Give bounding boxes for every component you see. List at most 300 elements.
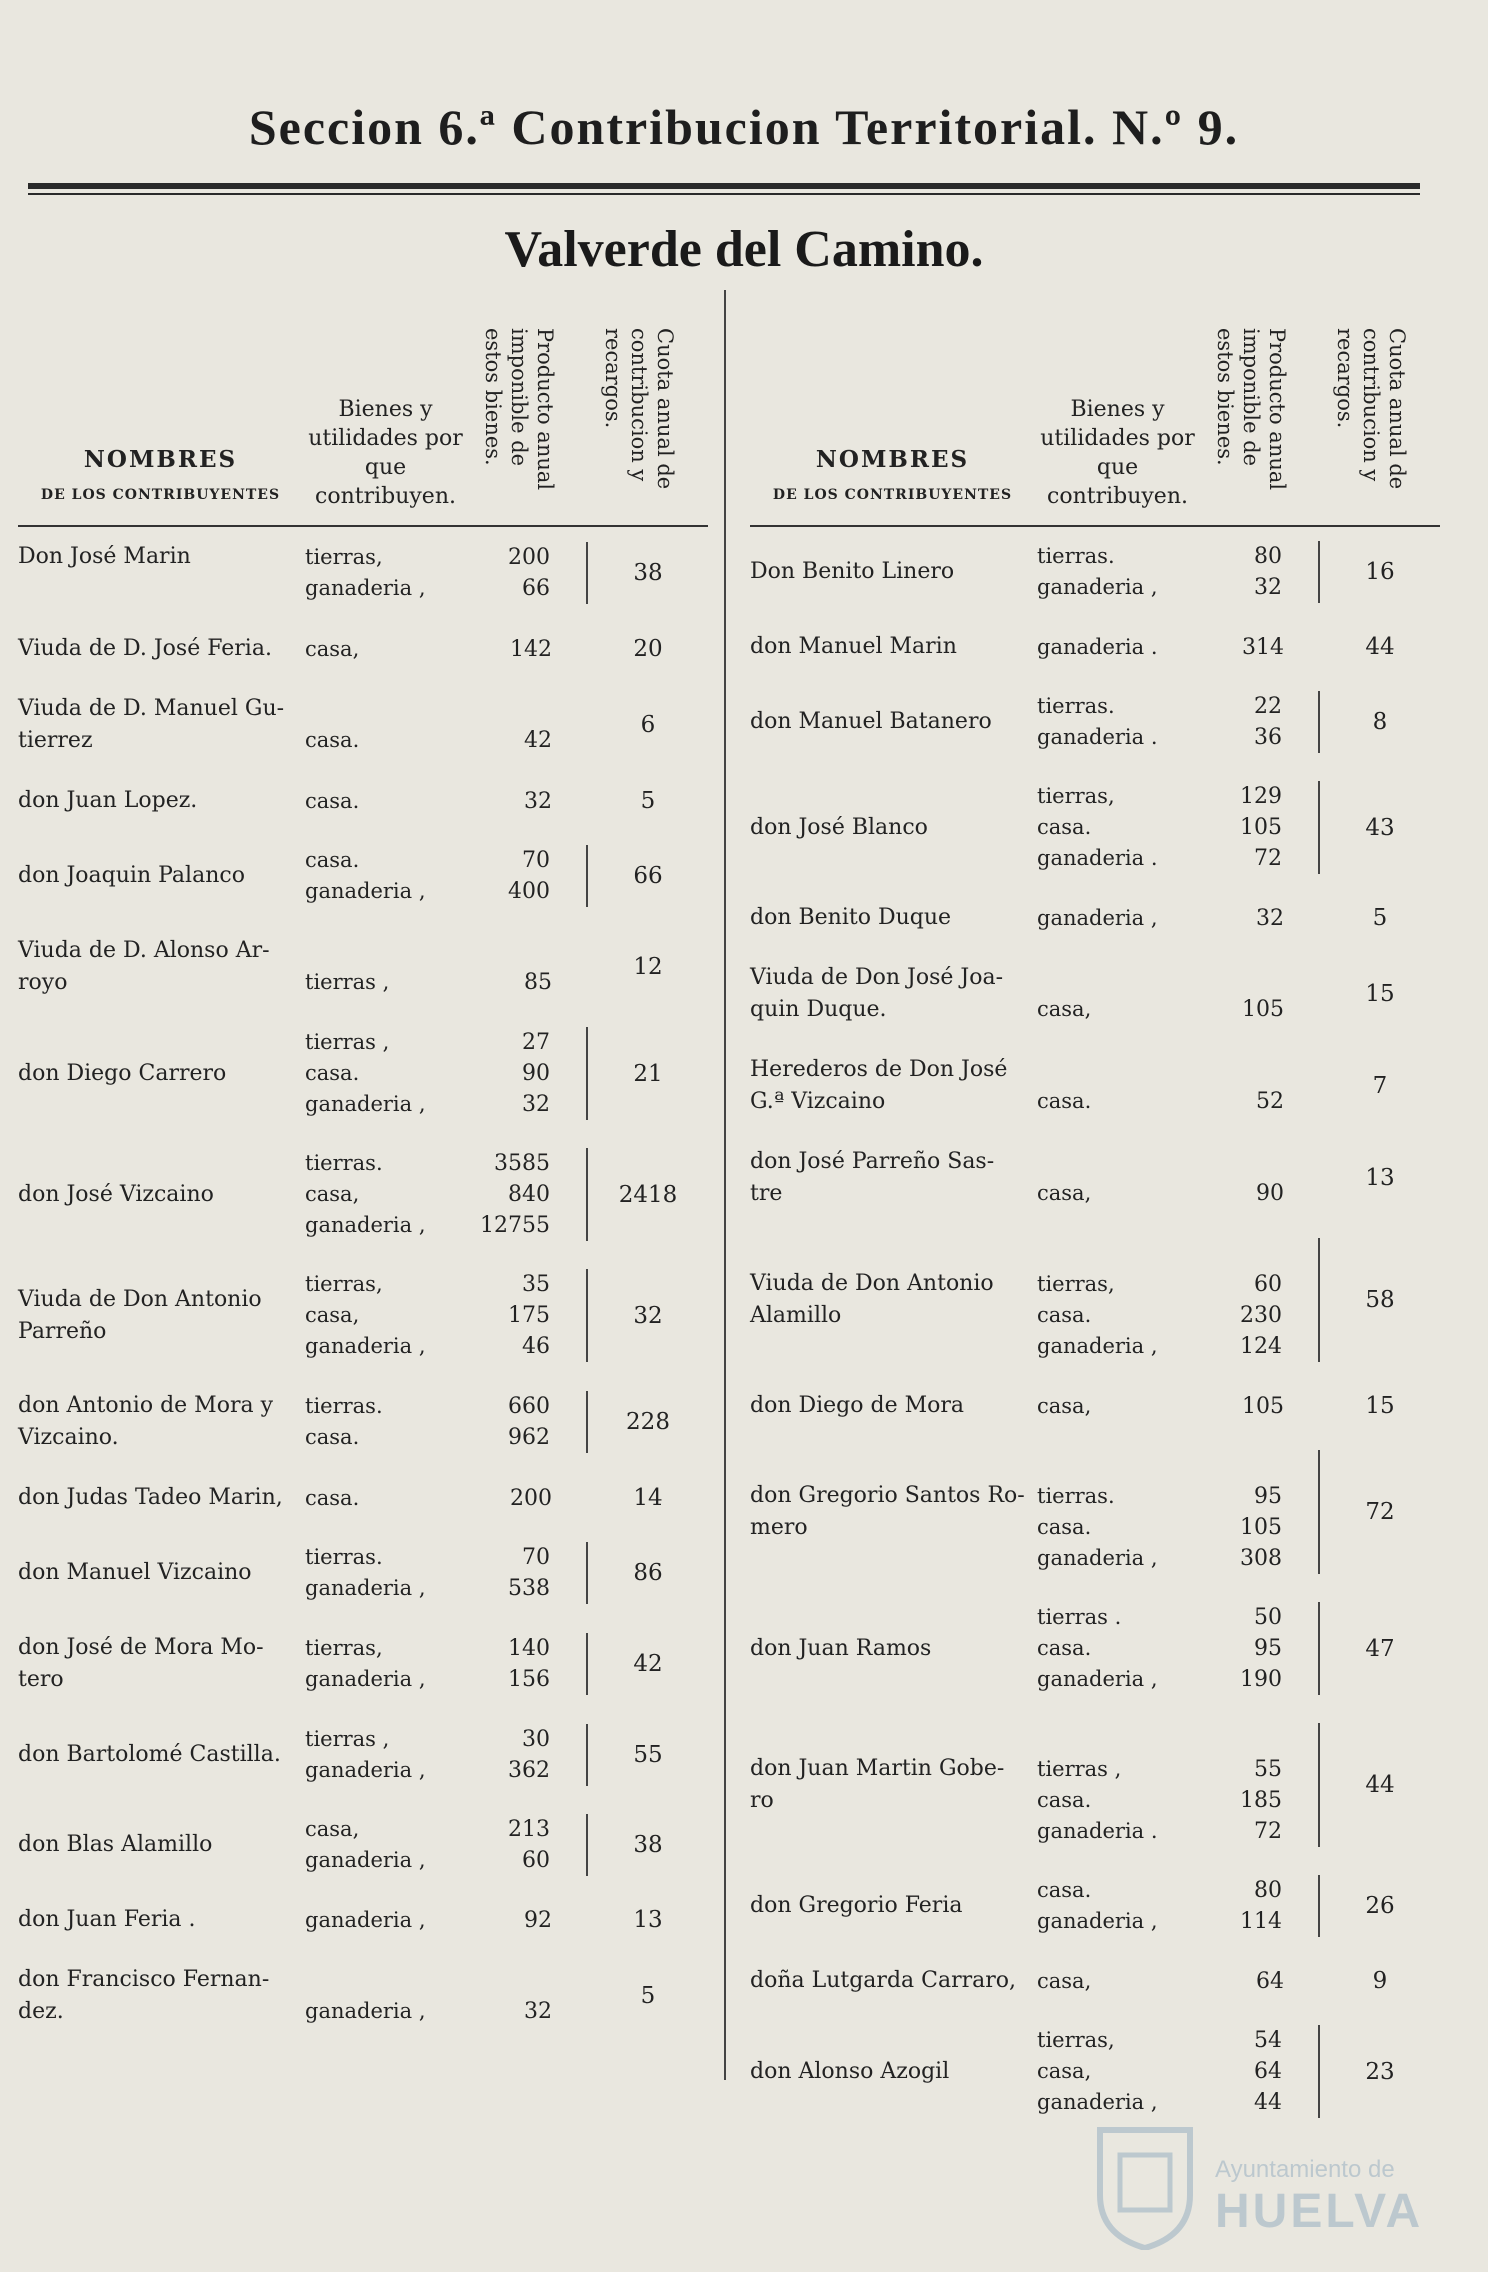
annual-product-line: 538: [508, 1576, 550, 1601]
annual-product-line: 175: [508, 1303, 550, 1328]
annual-quota: 43: [1365, 814, 1395, 841]
header-cuota: Cuota anual de contribucion y recargos.: [1333, 328, 1409, 490]
taxpayer-name-line: mero: [750, 1515, 808, 1540]
taxpayer-name-line: don José Parreño Sas-: [750, 1149, 995, 1174]
property-type: [1035, 2025, 1200, 2118]
table-header: [750, 320, 1440, 527]
taxpayer-name-line: quin Duque.: [750, 997, 887, 1022]
taxpayer-name-line: Viuda de Don Antonio: [750, 1271, 994, 1296]
annual-product-line: 185: [1240, 1788, 1282, 1813]
annual-product-line: 22: [1254, 694, 1282, 719]
table-row: [18, 771, 708, 831]
property-type-line: casa.: [1037, 1636, 1092, 1660]
property-type: [303, 1724, 468, 1786]
annual-quota: 66: [633, 863, 663, 889]
taxpayer-name: [18, 1829, 303, 1861]
property-type-line: [1037, 1055, 1200, 1086]
annual-product: [1200, 1602, 1320, 1695]
table-row: [18, 1468, 708, 1528]
annual-quota: 23: [1365, 2058, 1395, 2085]
taxpayer-name-line: Viuda de D. José Feria.: [18, 636, 272, 661]
property-type-line: casa,: [305, 636, 360, 661]
annual-quota: 44: [1365, 634, 1395, 660]
property-type-line: tierras,: [305, 1636, 383, 1660]
watermark-logo: [1080, 2120, 1424, 2250]
property-type-line: [305, 936, 468, 967]
header-contribuyentes: DE LOS CONTRIBUYENTES: [40, 487, 281, 503]
annual-product: [1200, 2025, 1320, 2118]
annual-quota: 86: [633, 1560, 663, 1586]
taxpayer-name-line: Parreño: [18, 1318, 107, 1344]
property-type-line: casa.: [1037, 1089, 1092, 1113]
annual-product-line: [468, 1965, 552, 1996]
annual-quota: 47: [1365, 1635, 1395, 1662]
annual-product-line: 314: [1242, 634, 1284, 660]
annual-product: [468, 1542, 588, 1604]
property-type-line: casa,: [1037, 2059, 1092, 2083]
annual-product-line: 32: [522, 1092, 550, 1117]
table-row: [18, 921, 708, 1013]
annual-product: [1200, 691, 1320, 753]
taxpayer-name-line: Alamillo: [750, 1303, 842, 1328]
annual-quota: 21: [633, 1060, 663, 1087]
taxpayer-name-line: don Juan Ramos: [750, 1635, 932, 1661]
property-type-line: ganaderia ,: [1037, 1334, 1158, 1358]
table-row: [750, 677, 1440, 767]
taxpayer-name-line: don Manuel Batanero: [750, 709, 992, 734]
annual-product-line: 32: [524, 788, 552, 814]
annual-quota: 38: [633, 1832, 663, 1858]
property-type-line: casa.: [1037, 1515, 1092, 1539]
header-bienes: Bienes y utilidades por que contribuyen.: [308, 397, 463, 509]
table-row: [18, 679, 708, 771]
table-row: [750, 1040, 1440, 1132]
annual-product-line: 840: [508, 1182, 550, 1207]
header-bienes: Bienes y utilidades por que contribuyen.: [1040, 397, 1195, 509]
taxpayer-name-line: Viuda de D. Manuel Gu-: [18, 696, 285, 721]
annual-product: [468, 936, 588, 998]
annual-product-line: 30: [522, 1727, 550, 1752]
annual-product-line: 95: [1254, 1636, 1282, 1661]
annual-product-line: [1200, 963, 1284, 994]
taxpayer-name-line: tre: [750, 1181, 783, 1206]
property-type-line: tierras,: [1037, 2028, 1115, 2052]
property-type-line: casa,: [1037, 1181, 1092, 1205]
property-type: [303, 786, 468, 817]
annual-product-line: 129: [1240, 784, 1282, 809]
table-row: [750, 527, 1440, 617]
annual-product-line: [468, 936, 552, 967]
property-type: [1035, 1723, 1200, 1847]
annual-quota: 16: [1365, 559, 1395, 585]
annual-product: [1200, 1055, 1320, 1117]
taxpayer-name: [18, 1964, 303, 2028]
taxpayer-name-line: don Manuel Marin: [750, 634, 957, 659]
annual-product: [468, 1269, 588, 1362]
property-type-line: [1037, 1450, 1200, 1481]
annual-product: [1200, 903, 1320, 934]
property-type: [303, 1965, 468, 2027]
watermark-line1: Ayuntamiento de: [1215, 2156, 1395, 2183]
taxpayer-name: [750, 1054, 1035, 1118]
property-type-line: tierras,: [305, 545, 383, 569]
property-type: [303, 634, 468, 665]
property-type-line: casa,: [305, 1303, 360, 1327]
annual-product-line: 400: [508, 879, 550, 904]
annual-product-line: 72: [1254, 1819, 1282, 1844]
annual-product-line: [1200, 1450, 1282, 1481]
annual-quota: 42: [633, 1651, 663, 1677]
property-type-line: tierras.: [1037, 1484, 1115, 1508]
annual-product-line: 140: [508, 1636, 550, 1661]
property-type: [1035, 963, 1200, 1025]
property-type-line: casa,: [305, 1817, 360, 1841]
annual-product-line: 27: [522, 1030, 550, 1055]
property-type: [1035, 1875, 1200, 1937]
taxpayer-name-line: don Benito Duque: [750, 905, 952, 930]
table-row: [750, 617, 1440, 677]
heading-rule-thin: [28, 193, 1420, 195]
annual-product: [1200, 1391, 1320, 1422]
property-type-line: ganaderia ,: [305, 1213, 426, 1237]
taxpayer-name: [18, 860, 303, 892]
property-type: [1035, 903, 1200, 934]
property-type: [303, 936, 468, 998]
property-type-line: ganaderia .: [1037, 634, 1158, 659]
property-type: [1035, 1147, 1200, 1209]
annual-quota: 20: [633, 636, 663, 662]
left-table: [18, 320, 708, 2132]
property-type-line: ganaderia .: [1037, 1819, 1158, 1843]
property-type: [1035, 1450, 1200, 1574]
town-title: Valverde del Camino.: [504, 221, 984, 278]
taxpayer-name-line: ro: [750, 1788, 774, 1813]
property-type-line: casa.: [1037, 815, 1092, 839]
annual-product-line: 60: [522, 1848, 550, 1873]
annual-quota: 58: [1365, 1287, 1395, 1313]
annual-product-line: 92: [524, 1907, 552, 1933]
taxpayer-name: [750, 1633, 1035, 1665]
annual-quota: 32: [633, 1302, 663, 1329]
header-nombres: NOMBRES: [815, 446, 970, 473]
taxpayer-name: [18, 1632, 303, 1696]
property-type: [1035, 1966, 1200, 1997]
annual-product: [468, 1965, 588, 2027]
table-row: [18, 1950, 708, 2042]
annual-product: [468, 1148, 588, 1241]
annual-quota: 5: [640, 1983, 656, 2009]
taxpayer-name: [750, 1390, 1035, 1422]
annual-quota: 5: [640, 788, 656, 814]
header-name: [750, 320, 1035, 525]
property-type-line: ganaderia ,: [1037, 1667, 1158, 1691]
annual-product: [468, 1633, 588, 1695]
property-type-line: ganaderia ,: [305, 1907, 426, 1932]
annual-product-line: 105: [1242, 1393, 1284, 1419]
annual-product-line: 962: [508, 1425, 550, 1450]
property-type-line: casa.: [305, 1425, 360, 1449]
taxpayer-name: [750, 706, 1035, 738]
taxpayer-name-line: don Juan Martin Gobe-: [750, 1756, 1005, 1781]
taxpayer-name-line: Vizcaino.: [18, 1425, 119, 1450]
taxpayer-name-line: don José Blanco: [750, 814, 928, 840]
taxpayer-name: [750, 556, 1035, 588]
taxpayer-name-line: [18, 573, 295, 605]
taxpayer-name: [750, 812, 1035, 844]
table-row: [18, 1890, 708, 1950]
taxpayer-name: [750, 1965, 1035, 1997]
right-rows: [750, 527, 1440, 2132]
annual-quota: 6: [640, 712, 656, 738]
annual-product-line: 32: [524, 1999, 552, 2024]
taxpayer-name-line: dez.: [18, 1999, 64, 2024]
taxpayer-name-line: don Alonso Azogil: [750, 2058, 950, 2084]
property-type: [1035, 1602, 1200, 1695]
annual-product: [1200, 1723, 1320, 1847]
annual-quota: 13: [1365, 1165, 1395, 1191]
taxpayer-name-line: don Joaquin Palanco: [18, 863, 245, 888]
taxpayer-name: [18, 1179, 303, 1211]
taxpayer-name-line: G.ª Vizcaino: [750, 1089, 886, 1114]
annual-product: [1200, 1238, 1320, 1362]
taxpayer-name: [18, 1284, 303, 1348]
taxpayer-name-line: don Antonio de Mora y: [18, 1393, 273, 1418]
property-type-line: tierras.: [1037, 694, 1115, 718]
watermark-line2: HUELVA: [1215, 2185, 1424, 2238]
annual-product: [1200, 632, 1320, 663]
table-row: [750, 1709, 1440, 1861]
property-type: [303, 1483, 468, 1514]
property-type-line: casa.: [1037, 1878, 1092, 1902]
annual-product: [468, 786, 588, 817]
taxpayer-name-line: Herederos de Don José: [750, 1057, 1008, 1082]
property-type-line: ganaderia ,: [1037, 575, 1158, 599]
taxpayer-name-line: tero: [18, 1667, 64, 1692]
taxpayer-name: [750, 2056, 1035, 2088]
annual-product-line: [1200, 1723, 1282, 1754]
property-type-line: ganaderia ,: [305, 1576, 426, 1600]
property-type: [303, 1391, 468, 1453]
annual-quota: 55: [633, 1742, 663, 1768]
property-type-line: [305, 694, 468, 725]
shield-icon: [1090, 2120, 1200, 2250]
taxpayer-name: [18, 633, 303, 665]
annual-quota: 14: [633, 1485, 663, 1511]
table-row: [18, 1255, 708, 1376]
annual-product: [1200, 1147, 1320, 1209]
taxpayer-name: [18, 1390, 303, 1454]
property-type-line: ganaderia ,: [305, 1092, 426, 1116]
annual-quota: 9: [1372, 1968, 1388, 1994]
annual-product-line: 90: [522, 1061, 550, 1086]
property-type-line: casa.: [305, 1061, 360, 1085]
annual-quota: 7: [1372, 1073, 1388, 1099]
annual-product: [1200, 1875, 1320, 1937]
taxpayer-name-line: don Bartolomé Castilla.: [18, 1742, 281, 1767]
taxpayer-name-line: don Juan Lopez.: [18, 788, 198, 813]
page-heading: Seccion 6.ª Contribucion Territorial. N.º 9.: [248, 99, 1240, 155]
table-row: [18, 831, 708, 921]
property-type-line: tierras,: [305, 1272, 383, 1296]
property-type: [303, 542, 468, 604]
taxpayer-name: [18, 1557, 303, 1589]
annual-quota: 8: [1372, 709, 1388, 735]
taxpayer-name-line: don José Vizcaino: [18, 1181, 214, 1207]
annual-product-line: 190: [1240, 1667, 1282, 1692]
annual-quota: 38: [633, 560, 663, 586]
taxpayer-name-line: don Judas Tadeo Marin,: [18, 1485, 283, 1510]
property-type-line: ganaderia ,: [305, 1999, 426, 2023]
property-type: [1035, 632, 1200, 663]
table-row: [18, 1710, 708, 1800]
annual-product-line: 213: [508, 1817, 550, 1842]
annual-quota: 72: [1365, 1499, 1395, 1525]
annual-product: [468, 634, 588, 665]
annual-product: [468, 1483, 588, 1514]
property-type-line: ganaderia ,: [305, 879, 426, 903]
table-row: [750, 1861, 1440, 1951]
table-row: [18, 1376, 708, 1468]
table-row: [18, 1800, 708, 1890]
annual-quota: 15: [1365, 1393, 1395, 1419]
property-type-line: tierras ,: [305, 1030, 390, 1054]
annual-product: [1200, 1966, 1320, 1997]
taxpayer-name-line: Don Benito Linero: [750, 559, 955, 584]
annual-product-line: 230: [1240, 1303, 1282, 1328]
annual-quota: 228: [626, 1409, 670, 1435]
property-type-line: ganaderia ,: [1037, 905, 1158, 930]
property-type-line: tierras ,: [305, 970, 390, 994]
annual-product: [1200, 1450, 1320, 1574]
annual-product: [468, 845, 588, 907]
tables-container: [18, 320, 1428, 2132]
taxpayer-name-line: don Gregorio Feria: [750, 1893, 963, 1918]
property-type: [1035, 1391, 1200, 1422]
property-type: [303, 1814, 468, 1876]
property-type-line: ganaderia ,: [1037, 1909, 1158, 1933]
annual-product: [468, 1027, 588, 1120]
table-row: [750, 767, 1440, 888]
annual-product-line: 105: [1242, 997, 1284, 1022]
table-row: [750, 1951, 1440, 2011]
taxpayer-name: [18, 1904, 303, 1936]
annual-product-line: 52: [1256, 1089, 1284, 1114]
annual-quota: 44: [1365, 1772, 1395, 1798]
annual-product-line: 60: [1254, 1272, 1282, 1297]
annual-product-line: 156: [508, 1667, 550, 1692]
property-type: [303, 1269, 468, 1362]
taxpayer-name: [18, 1482, 303, 1514]
annual-product-line: 55: [1254, 1757, 1282, 1782]
property-type-line: tierras ,: [1037, 1757, 1122, 1781]
table-row: [18, 1013, 708, 1134]
property-type-line: casa.: [1037, 1303, 1092, 1327]
property-type-line: tierras.: [1037, 544, 1115, 568]
property-type-line: ganaderia ,: [305, 576, 426, 600]
annual-product: [468, 1724, 588, 1786]
taxpayer-name-line: don Gregorio Santos Ro-: [750, 1483, 1025, 1508]
annual-product-line: 124: [1240, 1334, 1282, 1359]
property-type-line: casa,: [1037, 1968, 1092, 1993]
annual-quota: 13: [633, 1907, 663, 1933]
property-type: [1035, 1238, 1200, 1362]
property-type-line: ganaderia ,: [305, 1667, 426, 1691]
property-type-line: casa,: [1037, 1393, 1092, 1418]
annual-product-line: 66: [522, 576, 550, 601]
property-type-line: casa.: [305, 1485, 360, 1510]
property-type-line: casa.: [305, 788, 360, 813]
table-row: [18, 619, 708, 679]
property-type-line: casa,: [305, 1182, 360, 1206]
annual-product: [468, 694, 588, 756]
header-cuota: Cuota anual de contribucion y recargos.: [601, 328, 677, 490]
annual-product-line: 85: [524, 970, 552, 995]
taxpayer-name-line: royo: [18, 970, 68, 995]
taxpayer-name-line: don Diego Carrero: [18, 1060, 227, 1086]
taxpayer-name-line: don Manuel Vizcaino: [18, 1560, 252, 1585]
annual-product-line: 70: [522, 1545, 550, 1570]
table-row: [18, 1618, 708, 1710]
header-contribuyentes: DE LOS CONTRIBUYENTES: [772, 487, 1013, 503]
property-type-line: casa.: [305, 848, 360, 872]
annual-product-line: 80: [1254, 544, 1282, 569]
table-row: [750, 1376, 1440, 1436]
table-row: [750, 1436, 1440, 1588]
annual-quota: 26: [1365, 1893, 1395, 1919]
annual-product-line: 362: [508, 1758, 550, 1783]
annual-product-line: 80: [1254, 1878, 1282, 1903]
annual-quota: 15: [1365, 981, 1395, 1007]
annual-product-line: 72: [1254, 846, 1282, 871]
property-type: [1035, 781, 1200, 874]
annual-product-line: 32: [1254, 575, 1282, 600]
annual-product: [1200, 963, 1320, 1025]
table-row: [18, 1134, 708, 1255]
table-row: [18, 527, 708, 619]
header-name: [18, 320, 303, 525]
property-type-line: tierras.: [305, 1151, 383, 1175]
header-producto: Producto anual imponible de estos bienes.: [481, 328, 557, 491]
property-type-line: ganaderia ,: [1037, 2090, 1158, 2114]
property-type-line: tierras ,: [305, 1727, 390, 1751]
property-type-line: ganaderia ,: [305, 1848, 426, 1872]
annual-product-line: [1200, 1055, 1284, 1086]
taxpayer-name: [18, 1058, 303, 1090]
heading-rule: [28, 183, 1420, 189]
property-type-line: [1037, 1238, 1200, 1269]
taxpayer-name: [750, 1268, 1035, 1332]
annual-product-line: 42: [524, 728, 552, 753]
annual-product-line: 660: [508, 1394, 550, 1419]
taxpayer-name-line: Don José Marin: [18, 544, 191, 569]
taxpayer-name: [750, 1890, 1035, 1922]
table-row: [750, 1224, 1440, 1376]
taxpayer-name: [750, 631, 1035, 663]
taxpayer-name: [750, 1146, 1035, 1210]
annual-product-line: 142: [510, 636, 552, 662]
taxpayer-name-line: don José de Mora Mo-: [18, 1635, 264, 1660]
annual-product: [468, 1814, 588, 1876]
annual-product: [1200, 541, 1320, 603]
annual-product-line: 12755: [480, 1213, 550, 1238]
annual-product-line: 64: [1254, 2059, 1282, 2084]
property-type: [1035, 541, 1200, 603]
property-type-line: ganaderia ,: [1037, 1546, 1158, 1570]
taxpayer-name-line: Viuda de Don Antonio: [18, 1286, 262, 1312]
annual-quota: 2418: [618, 1181, 678, 1208]
annual-product-line: [1200, 1147, 1284, 1178]
annual-product: [468, 1391, 588, 1453]
